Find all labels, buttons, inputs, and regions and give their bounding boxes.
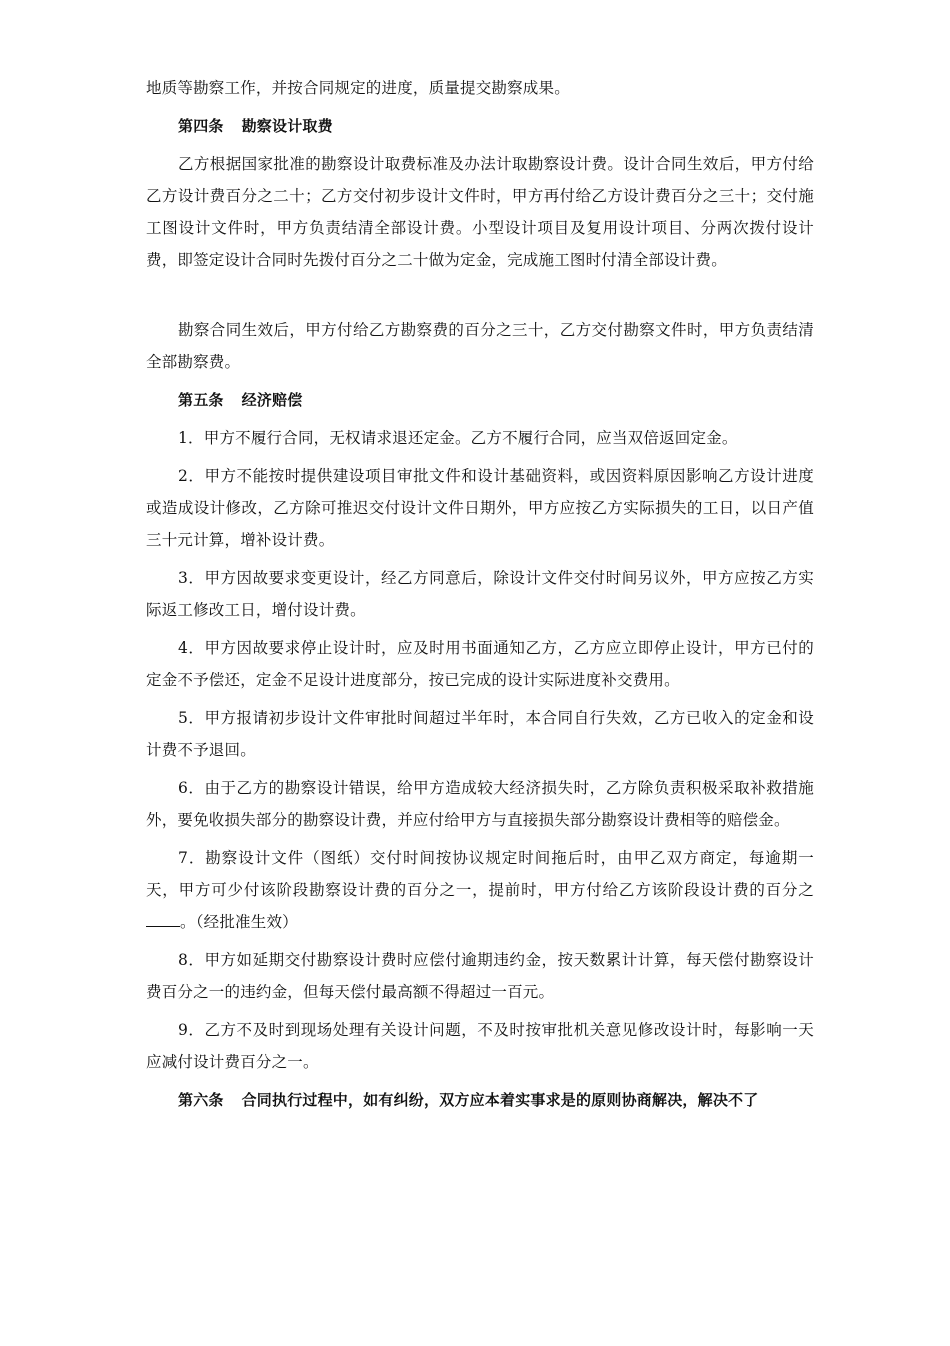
article-5-heading: [146, 384, 814, 416]
article-6-text: 合同执行过程中，如有纠纷，双方应本着实事求是的原则协商解决，解决不了: [241, 1091, 759, 1109]
article-5-item-8: 8．甲方如延期交付勘察设计费时应偿付逾期违约金，按天数累计计算，每天偿付勘察设计费百分之一的违约金，但每天偿付最高额不得超过一百元。: [146, 951, 814, 1001]
article-5-item-5: 5．甲方报请初步设计文件审批时间超过半年时，本合同自行失效，乙方已收入的定金和设计费不予退回。: [146, 709, 814, 759]
article-5-title: 经济赔偿: [241, 391, 303, 409]
article-5-number: 第五条: [178, 391, 224, 409]
fill-in-blank: [146, 912, 180, 927]
article-5-item-4: 4．甲方因故要求停止设计时，应及时用书面通知乙方，乙方应立即停止设计，甲方已付的定金不予偿还，定金不足设计进度部分，按已完成的设计实际进度补交费用。: [146, 639, 814, 689]
paragraph-spacer: [146, 276, 814, 314]
article-5-item-7: [146, 842, 814, 938]
article-4-title: 勘察设计取费: [241, 117, 333, 135]
article-4-paragraph-2: 勘察合同生效后，甲方付给乙方勘察费的百分之三十，乙方交付勘察文件时，甲方负责结清全部勘察费。: [146, 321, 814, 371]
article-6-number: 第六条: [178, 1091, 224, 1109]
article-5-item-9: 9．乙方不及时到现场处理有关设计问题，不及时按审批机关意见修改设计时，每影响一天应减付设计费百分之一。: [146, 1021, 814, 1071]
article-5-item-7-suffix: 。（经批准生效）: [180, 913, 298, 931]
article-5-item-3: 3．甲方因故要求变更设计，经乙方同意后，除设计文件交付时间另议外，甲方应按乙方实际返工修改工日，增付设计费。: [146, 569, 814, 619]
article-5-item-1: 1．甲方不履行合同，无权请求退还定金。乙方不履行合同，应当双倍返回定金。: [178, 429, 738, 447]
article-4-number: 第四条: [178, 117, 224, 135]
article-5-item-6: 6．由于乙方的勘察设计错误，给甲方造成较大经济损失时，乙方除负责积极采取补救措施外，要免收损失部分的勘察设计费，并应付给甲方与直接损失部分勘察设计费相等的赔偿金。: [146, 779, 814, 829]
article-4-heading: [146, 110, 814, 142]
article-6-heading: [146, 1084, 814, 1116]
continuation-text: 地质等勘察工作，并按合同规定的进度，质量提交勘察成果。: [146, 79, 570, 97]
article-5-item-7-text: 7．勘察设计文件（图纸）交付时间按协议规定时间拖后时，由甲乙双方商定，每逾期一天，甲方可少付该阶段勘察设计费的百分之一，提前时，甲方付给乙方该阶段设计费的百分之: [146, 849, 814, 899]
document-page: [146, 72, 814, 1122]
article-4-paragraph-1: 乙方根据国家批准的勘察设计取费标准及办法计取勘察设计费。设计合同生效后，甲方付给乙方设计费百分之二十；乙方交付初步设计文件时，甲方再付给乙方设计费百分之三十；交付施工图设计文件时，甲方负责结清全部设计费。小型设计项目及复用设计项目、分两次拨付设计费，即签定设计合同时先拨付百分之二十做为定金，完成施工图时付清全部设计费。: [146, 155, 814, 269]
article-5-item-2: 2．甲方不能按时提供建设项目审批文件和设计基础资料，或因资料原因影响乙方设计进度或造成设计修改，乙方除可推迟交付设计文件日期外，甲方应按乙方实际损失的工日，以日产值三十元计算，增补设计费。: [146, 467, 814, 549]
